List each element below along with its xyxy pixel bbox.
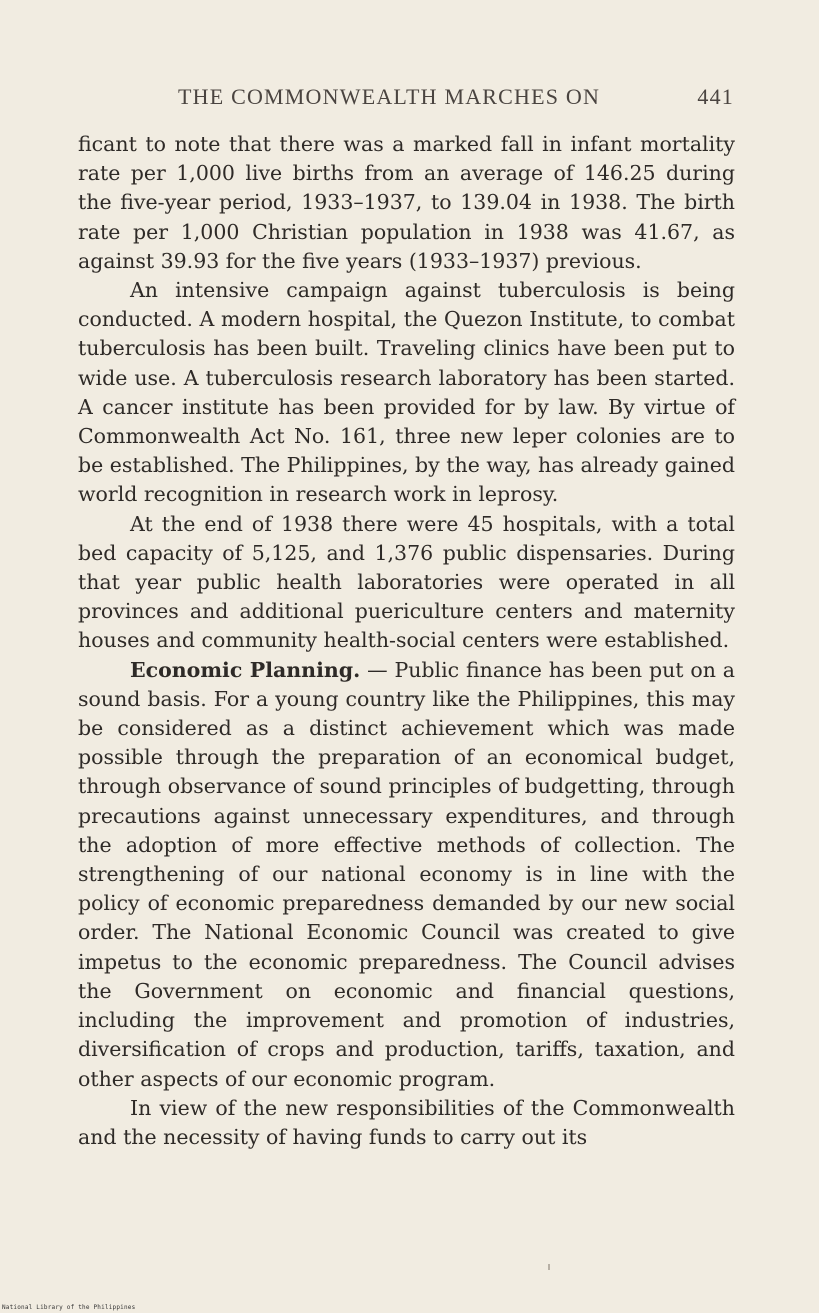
library-credit: National Library of the Philippines <box>2 1304 136 1311</box>
body-text <box>78 130 735 1152</box>
running-title: THE COMMONWEALTH MARCHES ON <box>178 84 601 109</box>
paragraph-responsibilities: In view of the new responsibilities of the Commonwealth and the necessity of having funds to carry out its <box>78 1095 735 1149</box>
paragraph-tuberculosis: An intensive campaign against tuberculosis is being conducted. A modern hospital, the Quezon Institute, to combat tuberculosis has been built. Traveling clinics have been put to wide use. A tuberculosis research laboratory has been started. A cancer institute has been provided for by law. By virtue of Commonwealth Act No. 161, three new leper colonies are to be established. The Philippines, by the way, has already gained world recognition in research work in leprosy. <box>78 278 735 507</box>
running-head <box>178 84 738 116</box>
page-number: 441 <box>697 84 734 109</box>
paragraph-hospitals: At the end of 1938 there were 45 hospitals, with a total bed capacity of 5,125, and 1,376 public dispensaries. During that year public health laboratories were operated in all provinces and additional puericulture centers and maternity houses and community health-social centers were established. <box>78 511 735 653</box>
paper-speck <box>548 1264 550 1270</box>
paragraph-continued: ficant to note that there was a marked fall in infant mortality rate per 1,000 live births from an average of 146.25 during the five-year period, 1933–1937, to 139.04 in 1938. The birth rate per 1,000 Christian population in 1938 was 41.67, as against 39.93 for the five years (1933–1937) previous. <box>78 132 735 273</box>
section-heading: Economic Planning. <box>130 657 361 682</box>
section-text: — Public finance has been put on a sound basis. For a young country like the Philippines, this may be considered as a distinct achievement which was made possible through the preparation of an economical budget, through observance of sound principles of budgetting, through precautions against unnecessary expenditures, and through the adoption of more effective methods of collection. The strengthening of our national economy is in line with the policy of economic preparedness demanded by our new social order. The National Economic Council was created to give impetus to the economic preparedness. The Council advises the Government on economic and financial questions, including the improvement and promotion of industries, diversification of crops and production, tariffs, taxation, and other aspects of our economic program. <box>78 657 735 1091</box>
paragraph-economic-planning <box>78 656 735 1094</box>
